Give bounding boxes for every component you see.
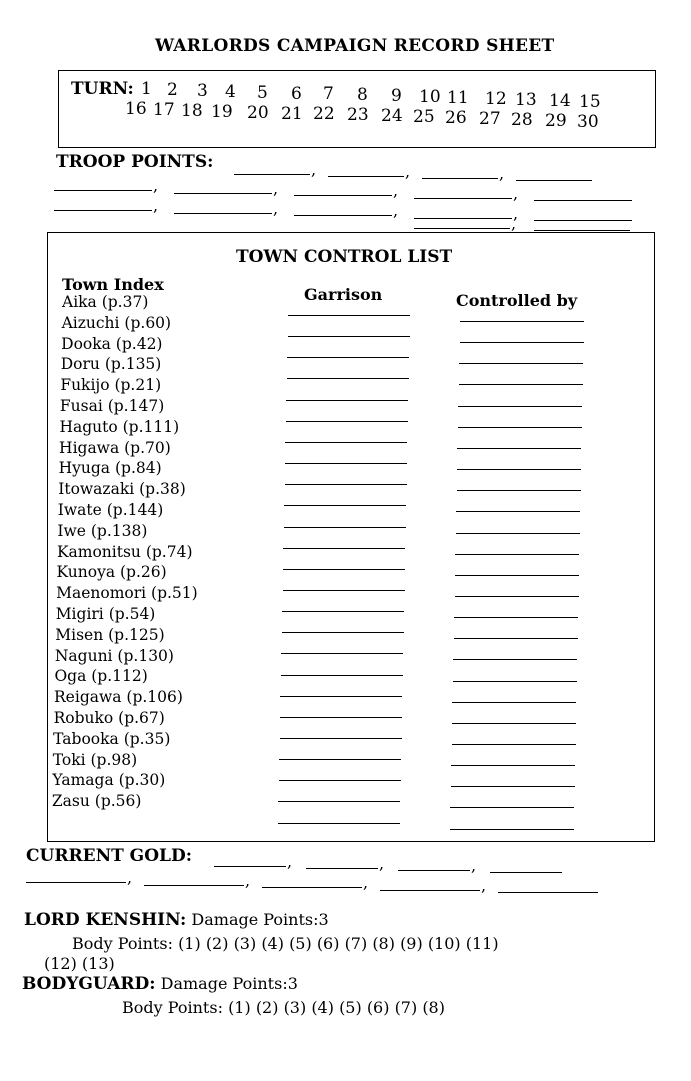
turn-number: 19 xyxy=(211,101,233,122)
blank-line xyxy=(534,220,632,221)
blank-line xyxy=(26,882,126,883)
bodyguard-body-points xyxy=(122,998,445,1017)
lord-kenshin-line xyxy=(24,910,329,930)
blank-line xyxy=(414,198,512,199)
controlled-by-blank xyxy=(450,829,574,830)
blank-line xyxy=(422,178,498,179)
turn-number: 15 xyxy=(579,91,601,112)
comma-mark: , xyxy=(311,160,317,179)
blank-line xyxy=(234,174,310,175)
lord-body-label: Body Points: xyxy=(72,934,173,953)
controlled-by-blank xyxy=(459,363,583,364)
turn-number: 17 xyxy=(153,99,175,120)
turn-number: 1 xyxy=(141,79,152,99)
controlled-by-blank xyxy=(451,765,575,766)
garrison-blank xyxy=(280,717,402,718)
turn-number: 16 xyxy=(125,99,147,119)
blank-line xyxy=(214,866,286,867)
town-name: Migiri (p.54) xyxy=(55,605,156,623)
turn-number: 12 xyxy=(485,88,507,109)
controlled-by-blank xyxy=(456,511,580,512)
turn-number: 8 xyxy=(357,85,368,106)
blank-line xyxy=(490,872,562,873)
controlled-by-blank xyxy=(457,490,581,491)
controlled-by-header: Controlled by xyxy=(456,291,578,310)
comma-mark: , xyxy=(511,214,517,233)
turn-number: 24 xyxy=(381,106,403,127)
turn-number: 30 xyxy=(577,111,599,132)
town-name: Yamaga (p.30) xyxy=(52,771,166,790)
turn-number: 13 xyxy=(515,89,537,110)
lord-name: LORD KENSHIN: xyxy=(24,910,187,930)
troop-points-label: TROOP POINTS: xyxy=(56,152,214,172)
comma-mark: , xyxy=(153,196,159,215)
comma-mark: , xyxy=(287,852,293,871)
turn-number: 29 xyxy=(545,110,567,131)
town-name: Maenomori (p.51) xyxy=(56,584,198,603)
garrison-blank xyxy=(288,315,410,316)
controlled-by-blank xyxy=(458,427,582,428)
turn-number: 20 xyxy=(247,102,269,123)
town-name: Higawa (p.70) xyxy=(59,438,171,457)
town-control-title: TOWN CONTROL LIST xyxy=(236,247,453,267)
bodyguard-line xyxy=(22,974,298,994)
garrison-blank xyxy=(283,590,405,591)
blank-line xyxy=(414,228,510,229)
turn-number: 11 xyxy=(447,88,469,108)
controlled-by-blank xyxy=(454,617,578,618)
controlled-by-blank xyxy=(457,469,581,470)
town-name: Dooka (p.42) xyxy=(61,334,163,353)
blank-line xyxy=(328,176,404,177)
garrison-header: Garrison xyxy=(304,285,383,304)
turn-number: 7 xyxy=(323,84,334,105)
blank-line xyxy=(398,870,470,871)
garrison-blank xyxy=(288,336,410,337)
lord-points-line2: (12) (13) xyxy=(44,954,115,973)
comma-mark: , xyxy=(393,181,399,200)
blank-line xyxy=(294,215,392,216)
turn-number: 25 xyxy=(413,107,435,128)
controlled-by-blank xyxy=(455,554,579,555)
comma-mark: , xyxy=(481,875,487,895)
lord-damage: Damage Points:3 xyxy=(191,910,329,929)
garrison-blank xyxy=(287,357,409,358)
blank-line xyxy=(174,213,272,214)
bodyguard-body-label: Body Points: xyxy=(122,998,223,1017)
controlled-by-blank xyxy=(457,448,581,449)
controlled-by-blank xyxy=(460,321,584,322)
turn-number: 26 xyxy=(445,108,467,128)
town-control-box xyxy=(47,232,655,842)
town-name: Tabooka (p.35) xyxy=(53,729,171,748)
turn-number: 9 xyxy=(391,86,402,107)
town-name: Aika (p.37) xyxy=(62,293,149,311)
town-name: Oga (p.112) xyxy=(54,667,148,686)
garrison-blank xyxy=(281,653,403,654)
comma-mark: , xyxy=(513,203,519,223)
town-name: Hyuga (p.84) xyxy=(58,459,162,478)
garrison-blank xyxy=(279,759,401,760)
town-name: Reigawa (p.106) xyxy=(54,688,183,707)
comma-mark: , xyxy=(127,868,133,887)
comma-mark: , xyxy=(405,162,411,181)
town-name: Itowazaki (p.38) xyxy=(58,480,186,499)
turn-number: 18 xyxy=(181,100,203,121)
town-name: Zasu (p.56) xyxy=(51,792,142,811)
garrison-blank xyxy=(286,421,408,422)
comma-mark: , xyxy=(471,856,477,875)
garrison-blank xyxy=(279,780,401,781)
turn-number: 6 xyxy=(291,83,302,104)
blank-line xyxy=(54,190,152,191)
turn-number: 3 xyxy=(197,80,208,101)
bodyguard-name: BODYGUARD: xyxy=(22,974,156,994)
turn-number: 10 xyxy=(419,87,441,108)
garrison-blank xyxy=(281,675,403,676)
town-name: Kamonitsu (p.74) xyxy=(56,542,193,561)
town-name: Haguto (p.111) xyxy=(59,417,180,436)
town-name: Kunoya (p.26) xyxy=(56,563,167,582)
controlled-by-blank xyxy=(456,533,580,534)
garrison-blank xyxy=(280,738,402,739)
garrison-blank xyxy=(283,548,405,549)
comma-mark: , xyxy=(499,164,505,183)
turn-number: 27 xyxy=(479,108,501,129)
town-name: Naguni (p.130) xyxy=(54,646,174,665)
bodyguard-damage: Damage Points:3 xyxy=(160,974,298,993)
garrison-blank xyxy=(284,527,406,528)
town-name: Fukijo (p.21) xyxy=(60,376,162,395)
comma-mark: , xyxy=(273,178,279,198)
turn-number: 28 xyxy=(511,109,533,130)
town-name: Misen (p.125) xyxy=(55,625,165,644)
comma-mark: , xyxy=(513,183,519,203)
town-index-header: Town Index xyxy=(62,275,164,294)
town-name: Iwe (p.138) xyxy=(57,521,148,540)
garrison-blank xyxy=(278,801,400,802)
garrison-blank xyxy=(286,400,408,401)
bodyguard-points: (1) (2) (3) (4) (5) (6) (7) (8) xyxy=(228,998,445,1017)
blank-line xyxy=(380,890,480,891)
garrison-blank xyxy=(280,696,402,697)
controlled-by-blank xyxy=(452,744,576,745)
blank-line xyxy=(534,230,630,231)
controlled-by-blank xyxy=(460,342,584,343)
controlled-by-blank xyxy=(455,596,579,597)
comma-mark: , xyxy=(379,854,385,873)
blank-line xyxy=(54,210,152,211)
blank-line xyxy=(534,200,632,201)
blank-line xyxy=(414,218,512,219)
controlled-by-blank xyxy=(455,575,579,576)
town-name: Iwate (p.144) xyxy=(57,501,164,519)
turn-number: 5 xyxy=(257,82,268,103)
town-name: Robuko (p.67) xyxy=(53,709,165,727)
controlled-by-blank xyxy=(452,702,576,703)
turn-number: 23 xyxy=(347,105,369,126)
town-name: Fusai (p.147) xyxy=(59,397,165,415)
blank-line xyxy=(294,195,392,196)
blank-line xyxy=(262,887,362,888)
garrison-blank xyxy=(285,442,407,443)
turn-label: TURN: xyxy=(71,79,134,99)
blank-line xyxy=(306,868,378,869)
garrison-blank xyxy=(287,378,409,379)
turn-box xyxy=(58,70,656,148)
controlled-by-blank xyxy=(458,406,582,407)
turn-number: 14 xyxy=(549,90,571,111)
garrison-blank xyxy=(282,632,404,633)
garrison-blank xyxy=(282,611,404,612)
page-title: WARLORDS CAMPAIGN RECORD SHEET xyxy=(155,36,555,56)
controlled-by-blank xyxy=(450,807,574,808)
town-name: Doru (p.135) xyxy=(60,355,162,374)
garrison-blank xyxy=(284,505,406,506)
current-gold-label: CURRENT GOLD: xyxy=(26,846,192,866)
turn-number: 21 xyxy=(281,103,303,124)
garrison-blank xyxy=(285,463,407,464)
turn-number: 22 xyxy=(313,104,335,125)
blank-line xyxy=(516,180,592,181)
garrison-blank xyxy=(278,823,400,824)
town-name: Toki (p.98) xyxy=(52,750,138,769)
comma-mark: , xyxy=(245,870,251,890)
controlled-by-blank xyxy=(453,681,577,682)
comma-mark: , xyxy=(273,198,279,218)
garrison-blank xyxy=(283,569,405,570)
controlled-by-blank xyxy=(453,659,577,660)
blank-line xyxy=(498,892,598,893)
lord-points-line1: (1) (2) (3) (4) (5) (6) (7) (8) (9) (10) (11) xyxy=(178,934,499,953)
blank-line xyxy=(144,885,244,886)
blank-line xyxy=(174,193,272,194)
controlled-by-blank xyxy=(454,638,578,639)
comma-mark: , xyxy=(153,176,159,195)
turn-number: 4 xyxy=(225,81,236,102)
comma-mark: , xyxy=(393,201,399,220)
controlled-by-blank xyxy=(459,384,583,385)
turn-number: 2 xyxy=(167,79,178,100)
lord-body-points xyxy=(72,934,499,953)
town-name: Aizuchi (p.60) xyxy=(61,313,172,332)
controlled-by-blank xyxy=(452,723,576,724)
comma-mark: , xyxy=(363,873,369,892)
controlled-by-blank xyxy=(451,786,575,787)
garrison-blank xyxy=(285,484,407,485)
